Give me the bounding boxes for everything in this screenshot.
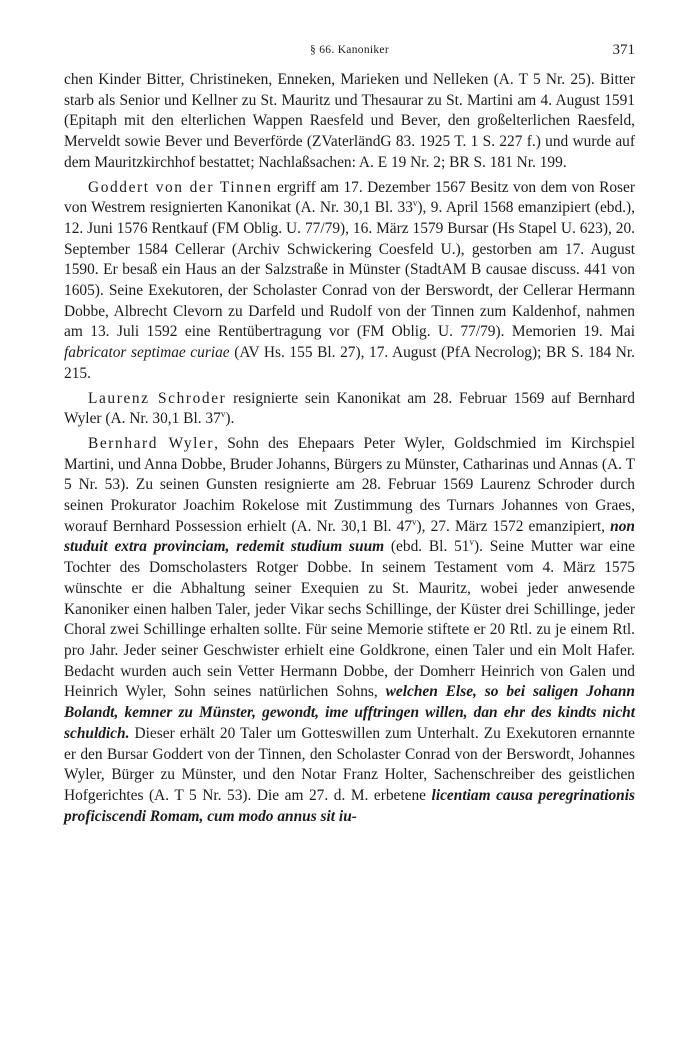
paragraph-text: ). Seine Mutter war eine Tochter des Domscholasters Rotger Dobbe. In seinem Testament vom 4. März 1575 wünschte er die Abhaltung seiner Exequien zu St. Mauritz, wobei jeder anwesende Kanoniker einen halben Taler, jeder Vikar sechs Schillinge, der Küster drei Schillinge, jeder Choral zwei Schillinge erhalten sollte. Für seine Memorie stiftete er 20 Rtl. zu je einem Rtl. pro Jahr. Jeder seiner Geschwister erhielt eine Goldkrone, einen Taler und ein Molt Hafer. Bedacht wurden auch sein Vetter Hermann Dobbe, der Domherr Heinrich von Galen und Heinrich Wyler, Sohn seines natürlichen Sohns, — [64, 538, 635, 701]
body-text — [64, 70, 635, 827]
verso-marker: v — [412, 516, 417, 527]
verso-marker: v — [220, 409, 226, 420]
page-number: 371 — [612, 42, 635, 58]
paragraph-bitter-continued — [64, 70, 635, 174]
running-head: § 66. Kanoniker — [310, 44, 389, 56]
paragraph-bernhard-wyler — [64, 434, 635, 827]
person-name: Goddert von der Tinnen — [88, 178, 273, 196]
paragraph-text: , Sohn des Ehepaars Peter Wyler, Goldschmied im Kirchspiel Martini, und Anna Dobbe, Bruder Johanns, Bürgers zu Münster, Catharinas und Annas (A. T 5 Nr. 53). Zu seinen Gunsten resignierte am 28. Februar 1569 Laurenz Schroder durch seinen Prokurator Joachim Rokelose mit Zustimmung des Turnars Johannes von Graes, worauf Bernhard Possession erhielt (A. Nr. 30,1 Bl. 47 — [64, 434, 635, 535]
verso-marker: v — [412, 198, 418, 209]
paragraph-text: resignierte sein Kanonikat am 28. Februar 1569 auf Bernhard Wyler (A. Nr. 30,1 Bl. 37 — [64, 389, 635, 428]
verso-marker: v — [469, 537, 475, 548]
page-header — [64, 42, 635, 62]
person-name: Bernhard Wyler — [88, 434, 215, 452]
paragraph-text: ), 9. April 1568 emanzipiert (ebd.), 12. Juni 1576 Rentkauf (FM Oblig. U. 77/79), 16. März 1579 Bursar (Hs Stapel U. 623), 20. September 1584 Cellerar (Archiv Schwickering Coesfeld U.), gestorben am 17. August 1590. Er besaß ein Haus an der Salzstraße in Münster (StadtAM B causae discuss. 441 von 1605). Seine Exekutoren, der Scholaster Conrad von der Berswordt, der Cellerar Hermann Dobbe, Albrecht Clevorn zu Darfeld und Rudolf von der Tinnen zum Kaldenhof, nahmen am 13. Juli 1592 eine Rentübertragung vor (FM Oblig. U. 77/79). Memorien 19. Mai — [64, 199, 636, 341]
person-name: Laurenz Schroder — [88, 389, 227, 407]
paragraph-text: ), 27. März 1572 emanzipiert, — [416, 517, 611, 535]
testament-quote: welchen Else, so bei saligen Johann Bolandt, kemner zu Münster, gewondt, ime ufftringen willen, dan ehr des kindts nicht schuldich. — [64, 683, 635, 742]
paragraph-text: Dieser erhält 20 Taler um Gotteswillen zum Unterhalt. Zu Exekutoren ernannte er den Bursar Goddert von der Tinnen, den Scholaster Conrad von der Berswordt, Johannes Wyler, Bürger zu Münster, und den Notar Franz Holter, Sachenschreiber des geistlichen Hofgerichtes (A. T 5 Nr. 53). Die am 27. d. M. erbetene — [64, 724, 635, 804]
paragraph-text: ergriff am 17. Dezember 1567 Besitz von dem von Roser von Westrem resignierten Kanonikat (A. Nr. 30,1 Bl. 33 — [64, 178, 635, 217]
paragraph-text: (AV Hs. 155 Bl. 27), 17. August (PfA Necrolog); BR S. 184 Nr. 215. — [64, 344, 635, 382]
latin-quote: non studuit extra provinciam, redemit studium suum — [64, 517, 635, 556]
paragraph-text: chen Kinder Bitter, Christineken, Enneken, Marieken und Nelleken (A. T 5 Nr. 25). Bitter starb als Senior und Kellner zu St. Mauritz und Thesaurar zu St. Martini am 4. August 1591 (Epitaph mit den elterlichen Wappen Raesfeld und Bever, den großelterlichen Raesfeld, Merveldt sowie Bever und Beverförde (ZVaterländG 83. 1925 T. 1 S. 227 f.) und wurde auf dem Mauritzkirchhof bestattet; Nachlaßsachen: A. E 19 Nr. 2; BR S. 181 Nr. 199. — [64, 71, 635, 171]
paragraph-text: ). — [225, 410, 235, 428]
latin-quote: fabricator septimae curiae — [64, 344, 230, 362]
latin-quote: licentiam causa peregrinationis proficiscendi Romam, cum modo annus sit iu- — [64, 786, 636, 825]
paragraph-text: (ebd. Bl. 51 — [384, 538, 470, 556]
paragraph-laurenz-schroder — [64, 389, 635, 430]
paragraph-goddert-von-der-tinnen — [64, 178, 635, 385]
